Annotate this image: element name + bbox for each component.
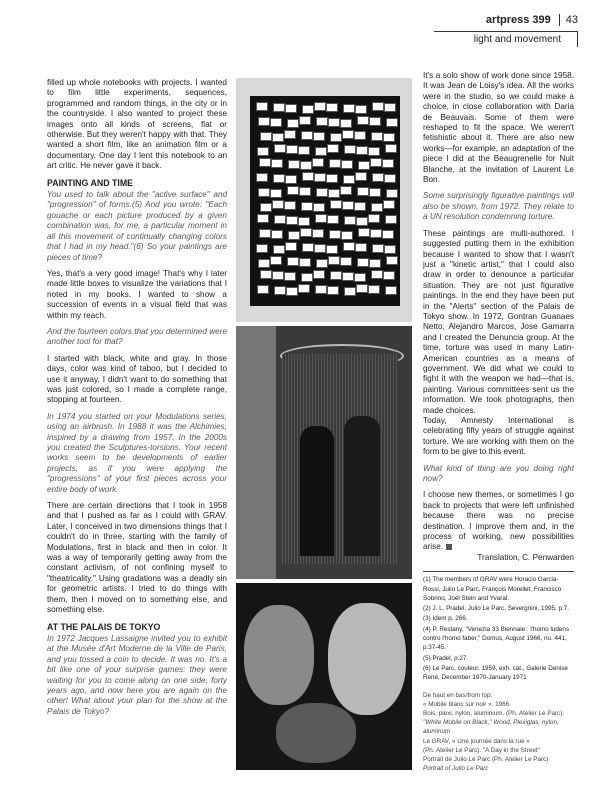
mobile-square <box>328 118 340 127</box>
mobile-square <box>288 160 300 169</box>
mobile-square <box>358 228 370 237</box>
mobile-square <box>272 133 284 142</box>
mobile-square <box>330 271 342 280</box>
mobile-square <box>298 146 310 155</box>
mobile-square <box>328 189 340 198</box>
mobile-square <box>328 256 340 265</box>
mobile-square <box>300 161 312 170</box>
mobile-square <box>356 217 368 226</box>
question: And the fourteen colors that you determined were another tool for that? <box>47 326 227 347</box>
mobile-square <box>288 231 300 240</box>
mobile-square <box>372 244 384 253</box>
mobile-square <box>302 105 314 114</box>
mobile-square <box>327 144 339 153</box>
mobile-square <box>368 285 380 294</box>
mobile-square <box>287 257 299 266</box>
mobile-square <box>357 187 369 196</box>
caption-line: Portrait de Julio Le Parc (Ph. Atelier Le Parc) <box>423 755 549 763</box>
mobile-square <box>369 117 381 126</box>
mobile-square <box>386 189 398 198</box>
mobile-square <box>355 172 367 181</box>
mobile-square <box>274 215 286 224</box>
mobile-square <box>298 284 310 293</box>
mobile-square <box>357 258 369 267</box>
magazine-issue: artpress 399 <box>485 14 551 26</box>
mobile-square <box>343 175 355 184</box>
mobile-square <box>300 228 312 237</box>
mobile-square <box>287 186 299 195</box>
mobile-square <box>257 214 269 223</box>
paragraph: It's a solo show of work done since 1958. It was Jean de Loisy's idea. All the works were in the studio, so we could make a choice, in close collaboration with Daria de Beauvais. Some of them were reshaped to fit the space. We weren't fetishistic about it. There are also new works—for example, an adaptation of the piece I did at the Beaugrenelle for Nuit Blanche, at the invitation of Laurent Le Bon. <box>423 71 574 185</box>
mobile-square <box>342 201 354 210</box>
mobile-square <box>314 173 326 182</box>
footnote: (6) Le Parc, couleur, 1959, exh. cat., Galerie Denise René, December 1970-January 1971 <box>423 664 568 682</box>
mobile-square <box>386 118 398 127</box>
mobile-square <box>372 173 384 182</box>
mobile-square <box>341 160 353 169</box>
mobile-square <box>259 229 271 238</box>
mobile-square <box>385 215 397 224</box>
photo-mobile-white-on-black <box>236 78 412 322</box>
mobile-square <box>354 131 366 140</box>
mobile-square <box>301 131 313 140</box>
mobile-square <box>327 286 339 295</box>
answer: Today, Amnesty International is celebrating fifty years of struggle against torture. We are working with them on the form to be give to this event. <box>423 416 574 457</box>
mobile-square <box>312 158 324 167</box>
mobile-square <box>371 132 383 141</box>
footnote: (5) Pradel, p.27. <box>423 654 469 662</box>
mobile-square <box>326 245 338 254</box>
mobile-square <box>370 158 382 167</box>
answer: Yes, that's a very good image! That's why I later made little boxes to visualize the variations that I noted in my books. I wanted to show a succession of events in a visual field that was within my reach. <box>47 268 227 320</box>
mobile-square <box>330 200 342 209</box>
mobile-square <box>271 159 283 168</box>
mobile-square <box>286 145 298 154</box>
section-heading: PAINTING AND TIME <box>47 177 134 188</box>
mobile-square <box>314 244 326 253</box>
mobile-square <box>314 102 326 111</box>
mobile-square <box>272 200 284 209</box>
mobile-square <box>358 161 370 170</box>
mobile-square <box>257 147 269 156</box>
mobile-square <box>326 174 338 183</box>
mobile-square <box>273 245 285 254</box>
mobile-square <box>370 229 382 238</box>
mobile-square <box>260 203 272 212</box>
mobile-square <box>286 287 298 296</box>
mobile-square <box>301 273 313 282</box>
mobile-square <box>284 272 296 281</box>
mobile-square <box>327 215 339 224</box>
mobile-square <box>313 132 325 141</box>
mobile-square <box>299 258 311 267</box>
answer: I started with black, white and gray. In those days, color was kind of taboo, but I decided to use it anyway. I didn't want to do something that was just colored, so I made a complete range, stopping at fourteen. <box>47 353 227 405</box>
mobile-square <box>369 188 381 197</box>
mobile-square <box>385 144 397 153</box>
mobile-square <box>340 119 352 128</box>
caption-line: (Ph. Atelier Le Parc). "A Day in the Street" <box>423 746 540 754</box>
mobile-square <box>274 144 286 153</box>
caption-line: « Mobile blanc sur noir ». 1966. <box>423 700 511 708</box>
mobile-square <box>301 202 313 211</box>
mobile-square <box>273 103 285 112</box>
mobile-square <box>384 174 396 183</box>
mobile-square <box>330 133 342 142</box>
mobile-square <box>316 188 328 197</box>
mobile-square <box>272 271 284 280</box>
mobile-square <box>356 284 368 293</box>
mobile-square <box>368 214 380 223</box>
mobile-square <box>257 285 269 294</box>
mobile-square <box>371 203 383 212</box>
caption-line: Portrait of Julio Le Parc <box>423 765 489 773</box>
mobile-square <box>299 187 311 196</box>
mobile-square <box>382 230 394 239</box>
mobile-square <box>384 245 396 254</box>
mobile-square <box>298 217 310 226</box>
photo-grav-day-in-street <box>236 326 412 579</box>
answer: There are certain directions that I took in 1958 and that I pushed as far as I could with GRAV. Later, I conceived in two dimensions things that I couldn't do in three, starting with the family of Modulations, first in black and then in color. It was a way of temporarily getting away from the constant activism, of not confining myself to "theatricality." Using gradations was a deadly sin for geometric artists. I tried to do things with them, then I moved on to something else, and something else. <box>47 501 227 615</box>
mobile-square <box>383 271 395 280</box>
text-column-left <box>47 78 227 723</box>
mobile-square <box>354 202 366 211</box>
mobile-square <box>343 104 355 113</box>
mobile-square <box>258 259 270 268</box>
caption-line: Bois, plexi, nylon, aluminium. (Ph. Atelier Le Parc). <box>423 709 565 717</box>
question: Some surprisingly figurative paintings will also be shown, from 1972. They relate to a UN resolution condemning torture. <box>423 191 574 222</box>
mobile-square <box>287 119 299 128</box>
mobile-square <box>313 270 325 279</box>
page-header <box>434 14 578 47</box>
mobile-square <box>386 256 398 265</box>
footnotes <box>423 571 574 682</box>
mobile-square <box>329 230 341 239</box>
mobile-square <box>284 130 296 139</box>
mobile-square <box>256 102 268 111</box>
mobile-square <box>369 259 381 268</box>
mobile-square <box>344 216 356 225</box>
mobile-square <box>260 132 272 141</box>
mobile-square <box>273 174 285 183</box>
mobile-square <box>383 200 395 209</box>
photo-portrait-le-parc <box>236 583 412 770</box>
caption-line: Le GRAV, « Une journée dans la rue » <box>423 737 530 745</box>
answer: These paintings are multi-authored. I suggested putting them in the exhibition because I wanted to show that I wasn't just a "kinetic artist," that I could also draw in order to denounce a particular situation. They are not just figurative paintings. In the end they have been put in the "Alerts" section of the Palais de Tokyo show. In 1972, Gontran Guanaes Netto, Alejandro Marcos, Jose Gamarra and I created the Denuncia group. At the time, torture was used in many Latin-American countries as a means of government. We did what we could to fight it with the weapon we had—that is, painting. Various committees sent us the information. We took photographs, then made choices. <box>423 228 574 415</box>
mobile-square <box>357 116 369 125</box>
mobile-square <box>302 243 314 252</box>
mobile-square <box>343 242 355 251</box>
mobile-square <box>326 103 338 112</box>
mobile-square <box>355 105 367 114</box>
mobile-square <box>315 147 327 156</box>
mobile-square <box>315 214 327 223</box>
mobile-square <box>384 103 396 112</box>
mobile-square <box>340 186 352 195</box>
mobile-square <box>286 216 298 225</box>
mobile-square <box>354 273 366 282</box>
mobile-square <box>356 146 368 155</box>
mobile-square <box>316 259 328 268</box>
footnote: (1) The members of GRAV were Horacio Garcia-Rossi, Julio Le Parc, François Morellet, Francisco Sobrino, Joël Stein and Yvaral. <box>423 576 562 602</box>
mobile-square <box>271 230 283 239</box>
mobile-square <box>274 286 286 295</box>
text-column-right <box>423 71 574 773</box>
mobile-square <box>258 188 270 197</box>
mobile-square <box>344 287 356 296</box>
mobile-square <box>284 201 296 210</box>
mobile-square <box>302 172 314 181</box>
question: You used to talk about the "active surface" and "progression" of forms.(5) And you wrote: "Each gouache or each picture produced by a given combination was, for me, a particular moment in all this movement of continually changing colors that I had in my head."(6) So your paintings are pieces of time? <box>47 190 227 262</box>
mobile-square <box>316 117 328 126</box>
question: In 1972 Jacques Lassaigne invited you to exhibit at the Musée d'Art Moderne de la Ville de Paris, and you tossed a coin to decide. It was no. It's a bit like one of your surprise games: they were waiting for you to come along on one side, forty years ago, and now here you are again on the other! What about your plan for the show at the Palais de Tokyo? <box>47 633 227 716</box>
mobile-square <box>340 257 352 266</box>
mobile-square <box>313 203 325 212</box>
mobile-square <box>270 256 282 265</box>
footnote: (3) Idem p. 266. <box>423 615 468 623</box>
question: What kind of thing are you doing right now? <box>423 463 574 484</box>
translation-credit: Translation, C. Penwarden <box>477 552 574 562</box>
mobile-square <box>270 118 282 127</box>
mobile-square <box>285 175 297 184</box>
photo-captions <box>423 691 574 774</box>
mobile-square <box>299 116 311 125</box>
mobile-square <box>385 286 397 295</box>
mobile-square <box>371 270 383 279</box>
mobile-square <box>258 117 270 126</box>
mobile-square <box>382 159 394 168</box>
mobile-square <box>312 229 324 238</box>
mobile-square <box>256 244 268 253</box>
caption-line: "White Mobile on Black," Wood, Plexiglas, nylon, aluminum <box>423 719 559 736</box>
mobile-square <box>368 147 380 156</box>
footnote: (2) J. L. Pradel, Julio Le Parc, Severgnini, 1995, p.7. <box>423 605 569 613</box>
paragraph: filled up whole notebooks with projects. I wanted to film little experiments, sequences, programmed and random things, in the city or in the countryside. I also wanted to project these images onto all kinds of screens, flat or otherwise. But they weren't happy with that. They wanted a short film, like an animation film or a documentary. One day I lent this notebook to an art critic. He never gave it back. <box>47 78 227 171</box>
question: In 1974 you started on your Modulations series, using an airbrush. In 1988 it was the Alchimies, inspired by a drawing from 1957. In the 2000s you created the Sculptures-torsions. Your recent works seem to be developments of earlier projects, as if you were applying the "progressions" of your first pieces across your entire body of work. <box>47 411 227 494</box>
mobile-square <box>270 189 282 198</box>
mobile-square <box>259 158 271 167</box>
answer: I choose new themes, or sometimes I go back to projects that were left unfinished because there was no precise destination. I improve them and, in the process of working, new possibilities arise. <box>423 490 574 552</box>
mobile-square <box>372 102 384 111</box>
mobile-square <box>342 272 354 281</box>
end-mark-icon <box>446 544 452 550</box>
mobile-square <box>355 243 367 252</box>
mobile-square <box>344 145 356 154</box>
mobile-square <box>383 133 395 142</box>
caption-line: De haut en bas/from top: <box>423 691 493 699</box>
mobile-square <box>285 242 297 251</box>
mobile-square <box>341 231 353 240</box>
page-number: 43 <box>559 14 578 26</box>
mobile-square <box>342 130 354 139</box>
mobile-square <box>315 285 327 294</box>
mobile-square <box>285 104 297 113</box>
mobile-square <box>260 270 272 279</box>
mobile-square <box>256 173 268 182</box>
section-title: light and movement <box>434 31 578 47</box>
section-heading: AT THE PALAIS DE TOKYO <box>47 621 161 632</box>
mobile-square <box>329 159 341 168</box>
footnote: (4) P. Restany, "Venezia 33 Biennale : l'homo ludens contro l'homo faber," Domus, August 1966, no. 441, p.37-45. <box>423 625 570 652</box>
